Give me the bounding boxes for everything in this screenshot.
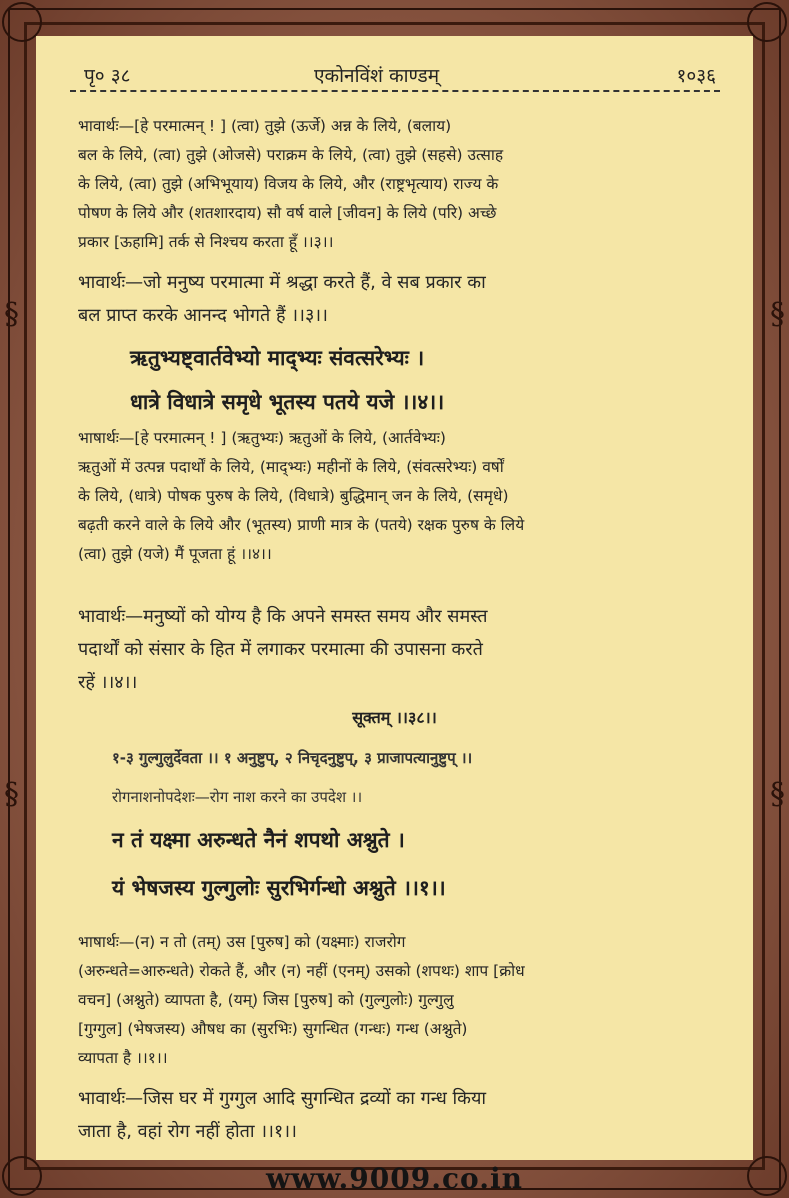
mantra-1 <box>112 816 672 912</box>
text-line: बल प्राप्त करके आनन्द भोगते हैं ।।३।। <box>78 305 328 326</box>
kanda-title: एकोनविंशं काण्डम् <box>314 65 440 87</box>
text-line: [गुग्गुल] (भेषजस्य) औषध का (सुरभिः) सुगन्धित (गन्धः) गन्ध (अश्नुते) <box>78 1020 468 1038</box>
mantra-4 <box>130 336 690 424</box>
text-line: भावार्थः—मनुष्यों को योग्य है कि अपने समस्त समय और समस्त <box>78 606 488 627</box>
mantra-line: यं भेषजस्य गुल्गुलोः सुरभिर्गन्धो अश्नुते ।।१।। <box>112 876 446 900</box>
page-header <box>36 62 716 92</box>
text-line: जाता है, वहां रोग नहीं होता ।।१।। <box>78 1121 297 1142</box>
text-line: व्यापता है ।।१।। <box>78 1049 168 1067</box>
text-line: प्रकार [ऊहामि] तर्क से निश्चय करता हूँ ।।३।। <box>78 233 334 251</box>
website-footer: www.9009.co.in <box>266 1162 523 1195</box>
summary-paragraph-3 <box>78 266 718 332</box>
meaning-paragraph-4 <box>78 424 718 569</box>
page-number-right: १०३६ <box>676 65 716 87</box>
swirl-ornament-left: § <box>4 777 19 812</box>
text-line: के लिये, (धात्रे) पोषक पुरुष के लिये, (विधात्रे) बुद्धिमान् जन के लिये, (समृधे) <box>78 487 509 505</box>
page-number-left: पृ० ३८ <box>84 65 131 87</box>
text-line: ऋतुओं में उत्पन्न पदार्थों के लिये, (माद्भ्यः) महीनों के लिये, (संवत्सरेभ्यः) वर्षों <box>78 458 504 476</box>
swirl-ornament-right: § <box>770 777 785 812</box>
mantra-line: न तं यक्ष्मा अरुन्धते नैनं शपथो अश्नुते । <box>112 828 405 852</box>
text-line: भावार्थः—जिस घर में गुग्गुल आदि सुगन्धित द्रव्यों का गन्ध किया <box>78 1088 487 1109</box>
header-rule <box>70 90 720 92</box>
upadesha-line: रोगनाशनोपदेशः—रोग नाश करने का उपदेश ।। <box>112 788 363 806</box>
mantra-line: ऋतुभ्यष्ट्वार्तवेभ्यो माद्भ्यः संवत्सरेभ्यः । <box>130 346 425 370</box>
text-line: पोषण के लिये और (शतशारदाय) सौ वर्ष वाले [जीवन] के लिये (परि) अच्छे <box>78 204 497 222</box>
devata-line: १-३ गुल्गुलुर्देवता ।। १ अनुष्टुप्, २ निचृदनुष्टुप्, ३ प्राजापत्यानुष्टुप् ।। <box>112 749 473 767</box>
text-line: भावार्थः—जो मनुष्य परमात्मा में श्रद्धा करते हैं, वे सब प्रकार का <box>78 272 486 293</box>
corner-ornament-top-right <box>747 2 787 42</box>
text-line: के लिये, (त्वा) तुझे (अभिभूयाय) विजय के लिये, और (राष्ट्रभृत्याय) राज्य के <box>78 175 499 193</box>
text-line: भाषार्थः—(न) न तो (तम्) उस [पुरुष] को (यक्ष्माः) राजरोग <box>78 933 406 951</box>
text-line: भाषार्थः—[हे परमात्मन् ! ] (ऋतुभ्यः) ऋतुओं के लिये, (आर्तवेभ्यः) <box>78 429 446 447</box>
text-line: (त्वा) तुझे (यजे) मैं पूजता हूं ।।४।। <box>78 545 272 563</box>
sukta-heading: सूक्तम् ।।३८।। <box>352 708 437 727</box>
text-line: बढ़ती करने वाले के लिये और (भूतस्य) प्राणी मात्र के (पतये) रक्षक पुरुष के लिये <box>78 516 525 534</box>
summary-paragraph-1 <box>78 1082 718 1148</box>
text-line: बल के लिये, (त्वा) तुझे (ओजसे) पराक्रम के लिये, (त्वा) तुझे (सहसे) उत्साह <box>78 146 504 164</box>
text-line: वचन] (अश्नुते) व्यापता है, (यम्) जिस [पुरुष] को (गुल्गुलोः) गुल्गुलु <box>78 991 454 1009</box>
text-line: भावार्थः—[हे परमात्मन् ! ] (त्वा) तुझे (ऊर्जे) अन्न के लिये, (बलाय) <box>78 117 452 135</box>
meaning-paragraph-1 <box>78 928 718 1073</box>
swirl-ornament-left: § <box>4 297 19 332</box>
mantra-line: धात्रे विधात्रे समृधे भूतस्य पतये यजे ।।४।। <box>130 390 445 414</box>
text-line: पदार्थों को संसार के हित में लगाकर परमात्मा की उपासना करते <box>78 639 483 660</box>
text-line: (अरुन्धते=आरुन्धते) रोकते हैं, और (न) नहीं (एनम्) उसको (शपथः) शाप [क्रोध <box>78 962 525 980</box>
summary-paragraph-4 <box>78 600 718 699</box>
swirl-ornament-right: § <box>770 297 785 332</box>
meaning-paragraph-3 <box>78 112 718 257</box>
text-line: रहें ।।४।। <box>78 672 138 693</box>
